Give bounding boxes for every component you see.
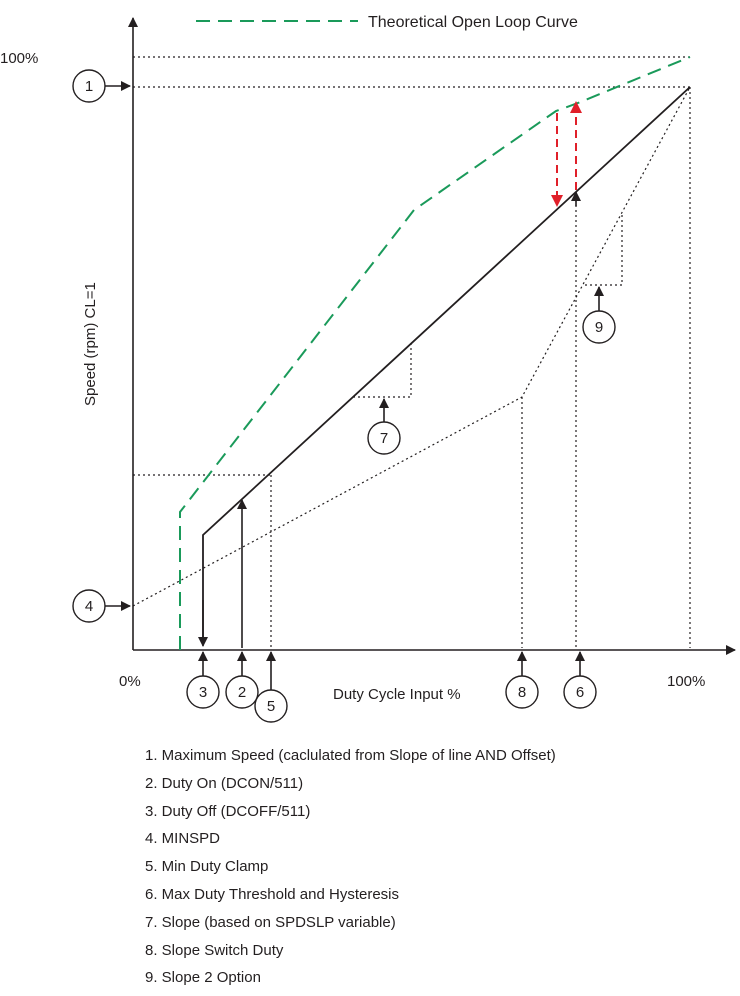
marker-2-label: 2 (237, 684, 247, 701)
x-max-label: 100% (667, 673, 706, 690)
marker-6 (564, 652, 596, 708)
legend-item: 5. Min Duty Clamp (145, 858, 269, 876)
legend-item: 8. Slope Switch Duty (145, 941, 284, 959)
marker-9 (583, 287, 615, 343)
x-axis-label: Duty Cycle Input % (333, 686, 461, 703)
marker-8 (506, 652, 538, 708)
marker-3 (187, 652, 219, 708)
marker-4-label: 4 (84, 598, 94, 615)
marker-6-label: 6 (575, 684, 585, 701)
speed-line (203, 87, 690, 637)
marker-9-label: 9 (594, 319, 604, 336)
legend-item: 3. Duty Off (DCOFF/511) (145, 802, 311, 820)
marker-7 (368, 399, 400, 454)
legend-list (145, 746, 556, 996)
legend-item: 1. Maximum Speed (caclulated from Slope of line AND Offset) (145, 747, 556, 764)
marker-5 (255, 652, 287, 722)
x-min-label: 0% (119, 673, 141, 690)
marker-1 (73, 70, 130, 102)
marker-5-label: 5 (266, 698, 276, 715)
marker-1-label: 1 (84, 78, 94, 95)
marker-8-label: 8 (517, 684, 527, 701)
legend-item: 4. MINSPD (145, 830, 221, 848)
open-loop-legend-label: Theoretical Open Loop Curve (368, 14, 578, 31)
marker-2 (226, 652, 258, 708)
y-max-label: 100% (0, 50, 39, 67)
y-axis-label: Speed (rpm) CL=1 (82, 282, 99, 406)
legend-item: 7. Slope (based on SPDSLP variable) (145, 913, 396, 931)
open-loop-curve (180, 57, 690, 650)
legend-item: 2. Duty On (DCON/511) (145, 774, 304, 792)
legend-item: 6. Max Duty Threshold and Hysteresis (145, 885, 399, 903)
legend-item: 9. Slope 2 Option (145, 969, 261, 987)
dotted-guides (133, 57, 690, 648)
marker-7-label: 7 (379, 430, 389, 447)
marker-3-label: 3 (198, 684, 208, 701)
marker-4 (73, 590, 130, 622)
